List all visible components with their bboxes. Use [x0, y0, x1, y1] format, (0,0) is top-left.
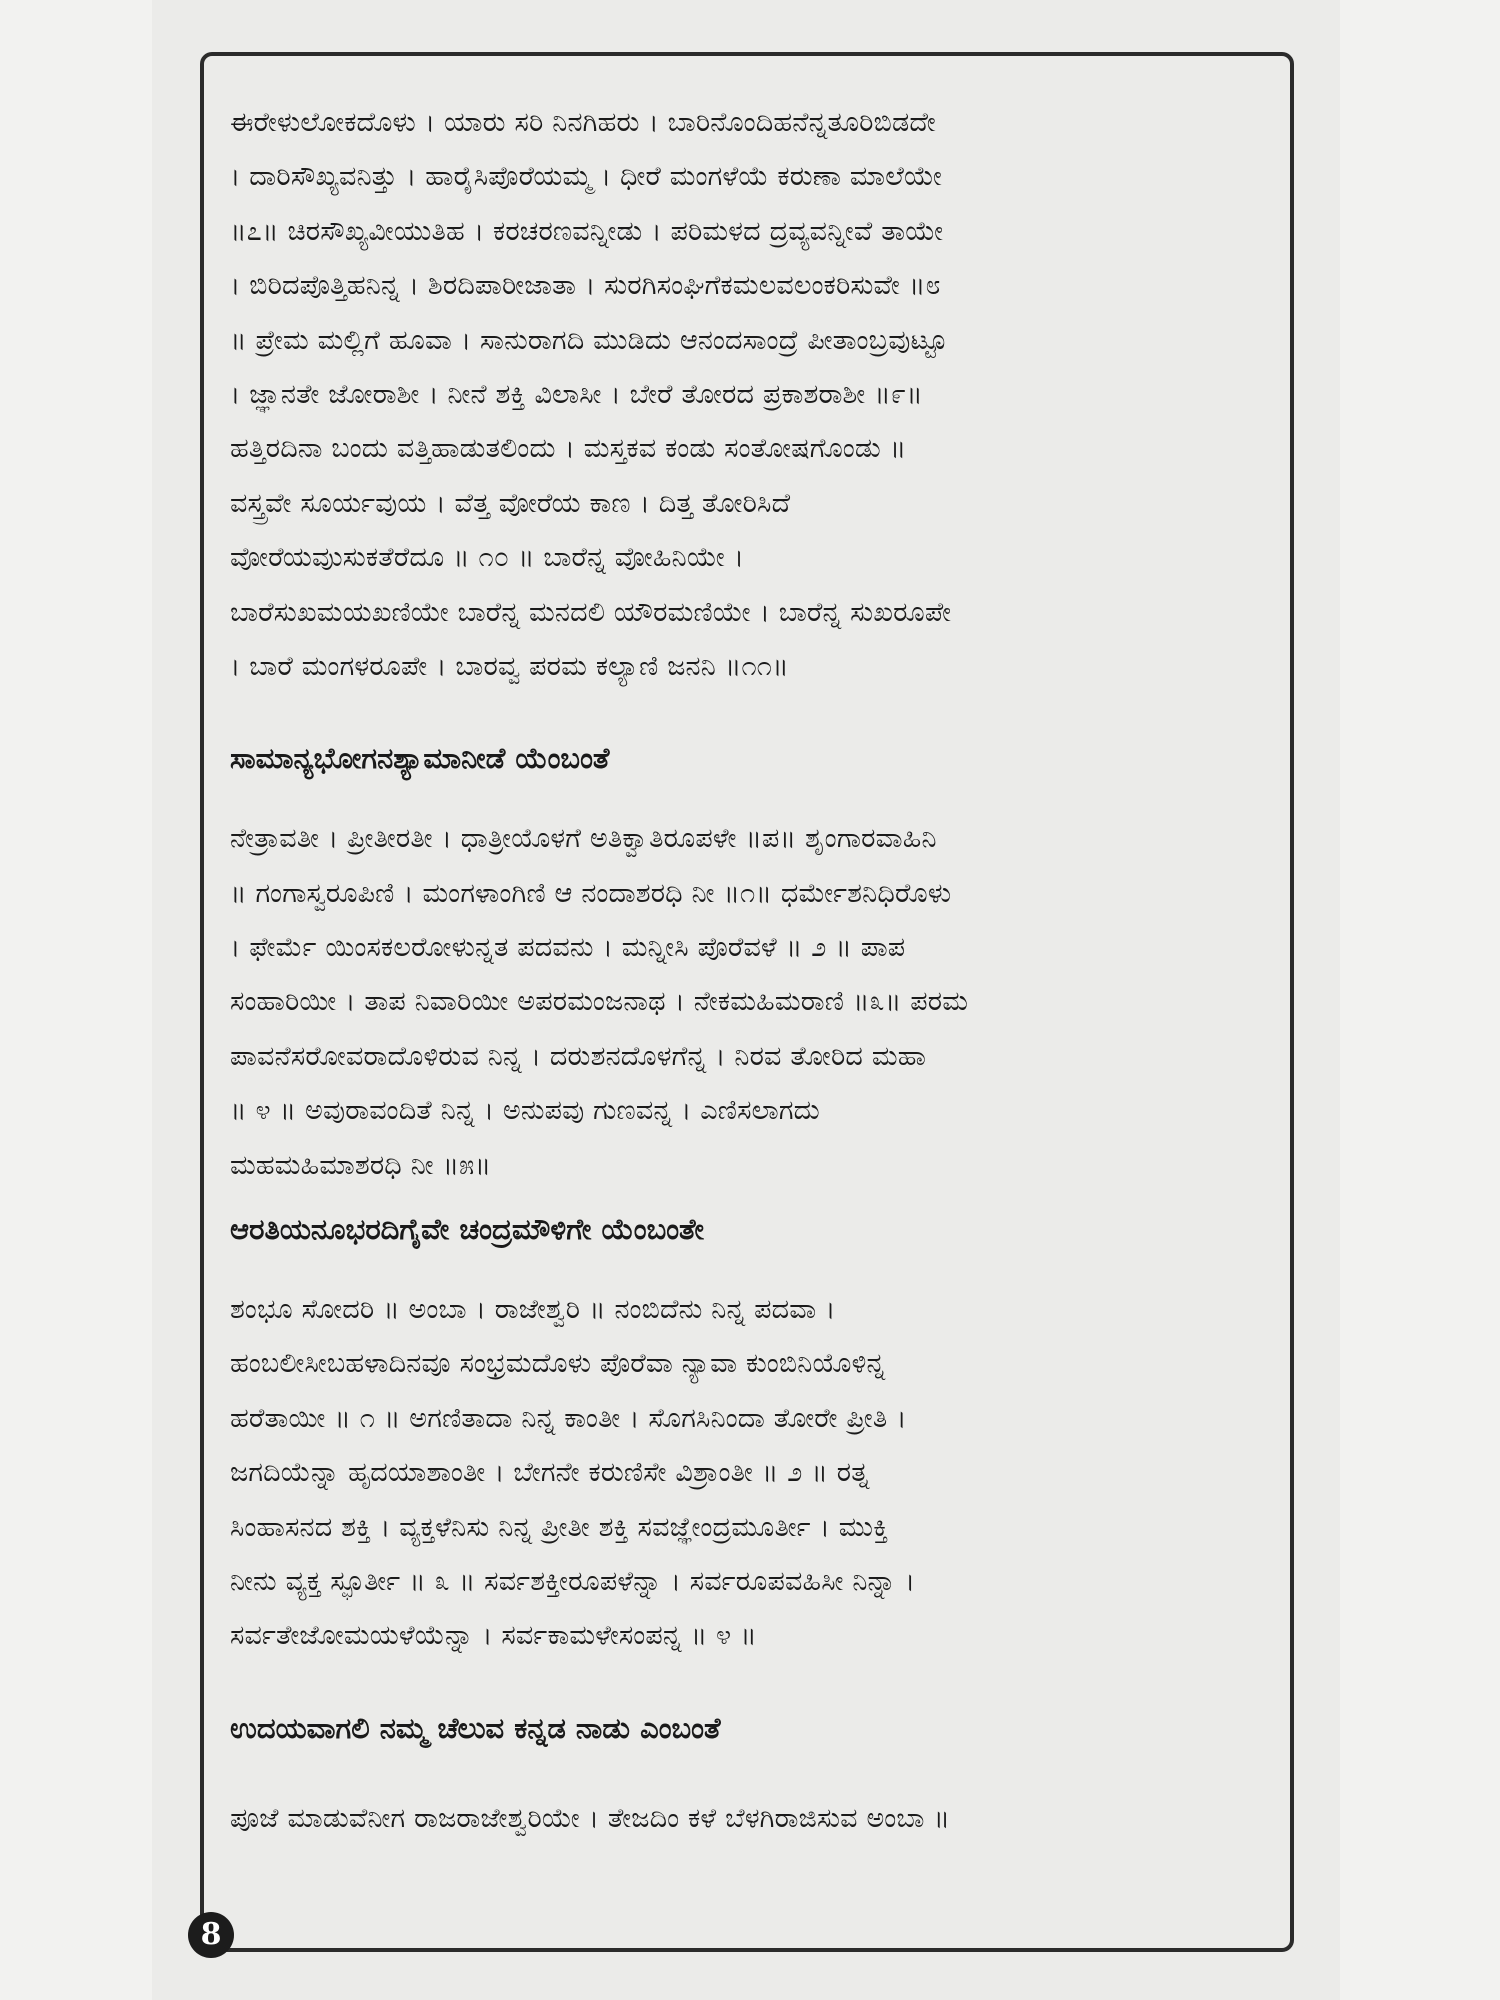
text-line: ಸರ್ವತೇಜೋಮಯಳೆಯೆನ್ನಾ । ಸರ್ವಕಾಮಳೇಸಂಪನ್ನ ॥ ೪ ॥: [230, 1620, 757, 1652]
text-line: ಸಂಹಾರಿಯೀ । ತಾಪ ನಿವಾರಿಯೀ ಅಪರಮಂಜನಾಥ । ನೇಕಮಹಿಮರಾಣಿ ॥೩॥ ಪರಮ: [230, 986, 969, 1018]
verse-block-1: [230, 96, 1266, 694]
text-line: ಬಾರೆಸುಖಮಯಖಣಿಯೇ ಬಾರೆನ್ನ ಮನದಲಿ ಯೌರಮಣಿಯೇ । ಬಾರೆನ್ನ ಸುಖರೂಪೇ: [230, 596, 952, 628]
text-frame: [200, 52, 1294, 1952]
text-line: ಜಗದಿಯೆನ್ನಾ ಹೃದಯಾಶಾಂತೀ । ಬೇಗನೇ ಕರುಣಿಸೇ ವಿಶ್ರಾಂತೀ ॥ ೨ ॥ ರತ್ನ: [230, 1457, 870, 1489]
text-line: ಮಹಮಹಿಮಾಶರಧಿ ನೀ ॥೫॥: [230, 1149, 492, 1181]
text-line: । ಜ್ಞಾನತೇ ಜೋರಾಶೀ । ನೀನೆ ಶಕ್ತಿ ವಿಲಾಸೀ । ಬೇರೆ ತೋರದ ಪ್ರಕಾಶರಾಶೀ ॥೯॥: [230, 378, 923, 410]
text-line: । ಬಾರೆ ಮಂಗಳರೂಪೇ । ಬಾರವ್ವ ಪರಮ ಕಲ್ಯಾಣಿ ಜನನಿ ॥೧೧॥: [230, 650, 789, 682]
text-line: ॥ ಪ್ರೇಮ ಮಲ್ಲಿಗೆ ಹೂವಾ । ಸಾನುರಾಗದಿ ಮುಡಿದು ಆನಂದಸಾಂದ್ರೆ ಪೀತಾಂಬ್ರವುಟ್ಟೂ: [230, 324, 948, 356]
text-line: । ಫೇರ್ಮೆ ಯಿಂಸಕಲರೋಳುನ್ನತ ಪದವನು । ಮನ್ನೀಸಿ ಪೊರೆವಳೆ ॥ ೨ ॥ ಪಾಪ: [230, 932, 906, 964]
text-line: ಸಿಂಹಾಸನದ ಶಕ್ತಿ । ವ್ಯಕ್ತಳೆನಿಸು ನಿನ್ನ ಪ್ರೀತೀ ಶಕ್ತಿ ಸವಜ್ಞೇಂದ್ರಮೂರ್ತೀ । ಮುಕ್ತಿ: [230, 1511, 889, 1543]
text-line: ನೇತ್ರಾವತೀ । ಪ್ರೀತೀರತೀ । ಧಾತ್ರೀಯೊಳಗೆ ಅತಿಕ್ವಾತಿರೂಪಳೇ ॥ಪ॥ ಶೃಂಗಾರವಾಹಿನಿ: [230, 823, 937, 855]
text-line: ಹತ್ತಿರದಿನಾ ಬಂದು ವತ್ತಿಹಾಡುತಲಿಂದು । ಮಸ್ತಕವ ಕಂಡು ಸಂತೋಷಗೊಂಡು ॥: [230, 433, 907, 465]
text-line: । ಬಿರಿದಪೊತ್ತಿಹನಿನ್ನ । ಶಿರದಿಪಾರೀಜಾತಾ । ಸುರಗಿಸಂಘಿಗೆಕಮಲವಲಂಕರಿಸುವೇ ॥೮: [230, 270, 941, 302]
verse-block-4: [230, 1792, 1266, 1846]
verse-block-2: [230, 812, 1266, 1193]
text-line: ನೀನು ವ್ಯಕ್ತ ಸ್ಫೂರ್ತೀ ॥ ೩ ॥ ಸರ್ವಶಕ್ತೀರೂಪಳೆನ್ನಾ । ಸರ್ವರೂಪವಹಿಸೀ ನಿನ್ನಾ ।: [230, 1565, 916, 1597]
text-line: ॥೭॥ ಚಿರಸೌಖ್ಯವೀಯುತಿಹ । ಕರಚರಣವನ್ನೀಡು । ಪರಿಮಳದ ದ್ರವ್ಯವನ್ನೀವೆ ತಾಯೇ: [230, 215, 944, 247]
text-line: ಪೂಜೆ ಮಾಡುವೆನೀಗ ರಾಜರಾಜೇಶ್ವರಿಯೇ । ತೇಜದಿಂ ಕಳೆ ಬೆಳಗಿರಾಜಿಸುವ ಅಂಬಾ ॥: [230, 1802, 951, 1834]
text-line: ಶಂಭೂ ಸೋದರಿ ॥ ಅಂಬಾ । ರಾಜೇಶ್ವರಿ ॥ ನಂಬಿದೆನು ನಿನ್ನ ಪದವಾ ।: [230, 1294, 836, 1326]
text-line: ಹರೆತಾಯೀ ॥ ೧ ॥ ಅಗಣಿತಾದಾ ನಿನ್ನ ಕಾಂತೀ । ಸೊಗಸಿನಿಂದಾ ತೋರೇ ಪ್ರೀತಿ ।: [230, 1402, 907, 1434]
text-line: ॥ ೪ ॥ ಅವುರಾವಂದಿತೆ ನಿನ್ನ । ಅನುಪವು ಗುಣವನ್ನ । ಎಣಿಸಲಾಗದು: [230, 1095, 820, 1127]
verse-block-3: [230, 1283, 1266, 1664]
text-line: ॥ ಗಂಗಾಸ್ವರೂಪಿಣಿ । ಮಂಗಳಾಂಗಿಣಿ ಆ ನಂದಾಶರಧಿ ನೀ ॥೧॥ ಧರ್ಮೇಶನಿಧಿರೊಳು: [230, 877, 952, 909]
text-line: ಈರೇಳುಲೋಕದೊಳು । ಯಾರು ಸರಿ ನಿನಗಿಹರು । ಬಾರಿನೊಂದಿಹನೆನ್ನತೂರಿಬಿಡದೇ: [230, 107, 936, 138]
text-line: ವೋರೆಯವುುಸುಕತೆರೆದೂ ॥ ೧೦ ॥ ಬಾರೆನ್ನ ವೋಹಿನಿಯೇ ।: [230, 542, 745, 574]
page-number: 8: [188, 1912, 234, 1958]
text-line: ವಸ್ತ್ರವೇ ಸೂರ್ಯವುಯ । ವೆತ್ತ ವೋರೆಯ ಕಾಣ । ದಿತ್ತ ತೋರಿಸಿದೆ: [230, 487, 791, 519]
section-heading: ಉದಯವಾಗಲಿ ನಮ್ಮ ಚೆಲುವ ಕನ್ನಡ ನಾಡು ಎಂಬಂತೆ: [230, 1710, 721, 1745]
text-line: ಪಾವನೆಸರೋವರಾದೊಳಿರುವ ನಿನ್ನ । ದರುಶನದೊಳಗೆನ್ನ । ನಿರವ ತೋರಿದ ಮಹಾ: [230, 1040, 927, 1072]
section-heading: ಆರತಿಯನೂಭರದಿಗೈವೇ ಚಂದ್ರಮೌಳಿಗೇ ಯೆಂಬಂತೇ: [230, 1212, 704, 1247]
section-heading: ಸಾಮಾನ್ಯಭೋಗನಶ್ಯಾಮಾನೀಡೆ ಯೆಂಬಂತೆ: [230, 741, 610, 776]
text-line: । ದಾರಿಸೌಖ್ಯವನಿತ್ತು । ಹಾರೈಸಿಪೊರೆಯಮ್ಮ । ಧೀರೆ ಮಂಗಳೆಯೆ ಕರುಣಾ ಮಾಲೆಯೇ: [230, 161, 943, 193]
text-line: ಹಂಬಲೀಸೀಬಹಳಾದಿನವೂ ಸಂಭ್ರಮದೊಳು ಪೊರೆವಾ ನ್ಯಾವಾ ಕುಂಬಿನಿಯೊಳಿನ್ನ: [230, 1348, 886, 1380]
